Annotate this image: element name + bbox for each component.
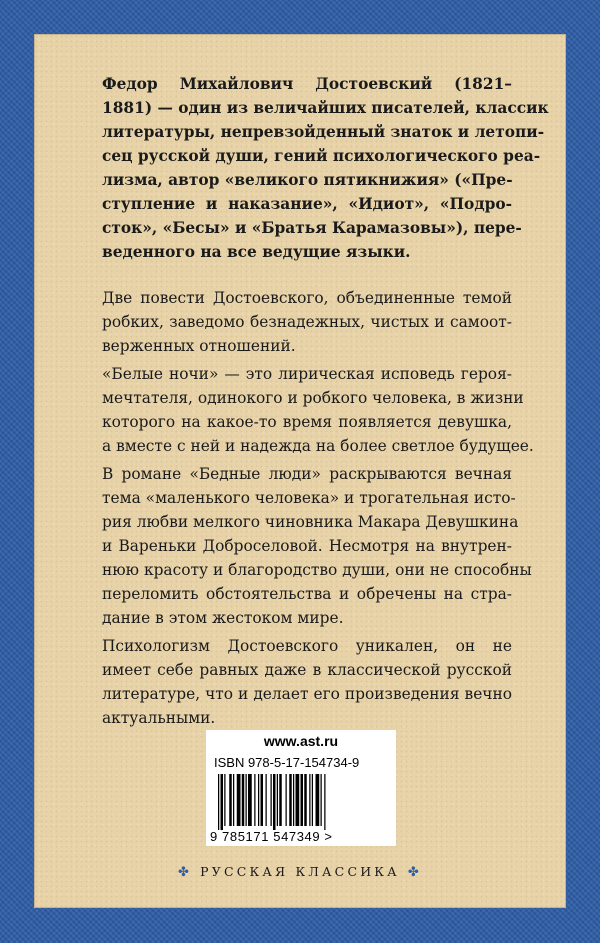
paragraph-line: мечтателя, одинокого и робкого человека, в жизни (102, 389, 524, 407)
bio-line: лизма, автор «великого пятикнижия» («Пре- (102, 171, 513, 189)
paragraph-line: актуальными. (102, 709, 216, 727)
barcode-label (206, 730, 396, 846)
ean-digits: 9 785171 547349 > (210, 829, 333, 844)
bio-line: литературы, непревзойденный знаток и летопи- (102, 123, 545, 141)
bio-line: сток», «Бесы» и «Братья Карамазовы»), пере- (102, 219, 522, 237)
author-bio (102, 72, 549, 264)
bio-line: веденного на все ведущие языки. (102, 243, 411, 261)
paragraph-line: дание в этом жестоком мире. (102, 609, 344, 627)
paragraph-line: Психологизм Достоевского уникален, он не (102, 637, 512, 655)
paragraph-line: переломить обстоятельства и обречены на стра- (102, 585, 512, 603)
paragraph-line: Две повести Достоевского, объединенные темой (102, 289, 512, 307)
ornament-left-icon: ✤ (178, 865, 193, 880)
paragraph-line: а вместе с ней и надежда на более светлое будущее. (102, 437, 534, 455)
bio-line: Федор Михайлович Достоевский (1821– (102, 75, 512, 93)
paragraph-line: верженных отношений. (102, 337, 296, 355)
paragraph-line: нюю красоту и благородство души, они не способны (102, 561, 532, 579)
book-description (102, 286, 534, 734)
paragraph-line: тема «маленького человека» и трогательная исто- (102, 489, 516, 507)
publisher-site: www.ast.ru (263, 733, 339, 749)
paragraph-line: которого на какое-то время появляется девушка, (102, 413, 512, 431)
barcode-bars (218, 774, 384, 830)
series-footer (0, 864, 600, 880)
series-title: РУССКАЯ КЛАССИКА (200, 864, 400, 879)
description-paragraph (102, 634, 512, 730)
paragraph-line: «Белые ночи» — это лирическая исповедь героя- (102, 365, 512, 383)
bio-line: 1881) — один из величайших писателей, классик (102, 99, 549, 117)
paragraph-line: и Вареньки Доброселовой. Несмотря на внутрен- (102, 537, 512, 555)
paragraph-line: имеет себе равных даже в классической русской (102, 661, 512, 679)
bio-line: ступление и наказание», «Идиот», «Подро- (102, 195, 512, 213)
description-paragraph (102, 462, 532, 630)
description-paragraph (102, 286, 512, 358)
ornament-right-icon: ✤ (407, 865, 422, 880)
paragraph-line: робких, заведомо безнадежных, чистых и самоот- (102, 313, 512, 331)
paragraph-line: рия любви мелкого чиновника Макара Девушкина (102, 513, 519, 531)
bio-line: сец русской души, гений психологического реа- (102, 147, 541, 165)
isbn-text: ISBN 978-5-17-154734-9 (214, 755, 360, 770)
description-paragraph (102, 362, 534, 458)
paragraph-line: В романе «Бедные люди» раскрываются вечная (102, 465, 512, 483)
paragraph-line: литературе, что и делает его произведения вечно (102, 685, 512, 703)
